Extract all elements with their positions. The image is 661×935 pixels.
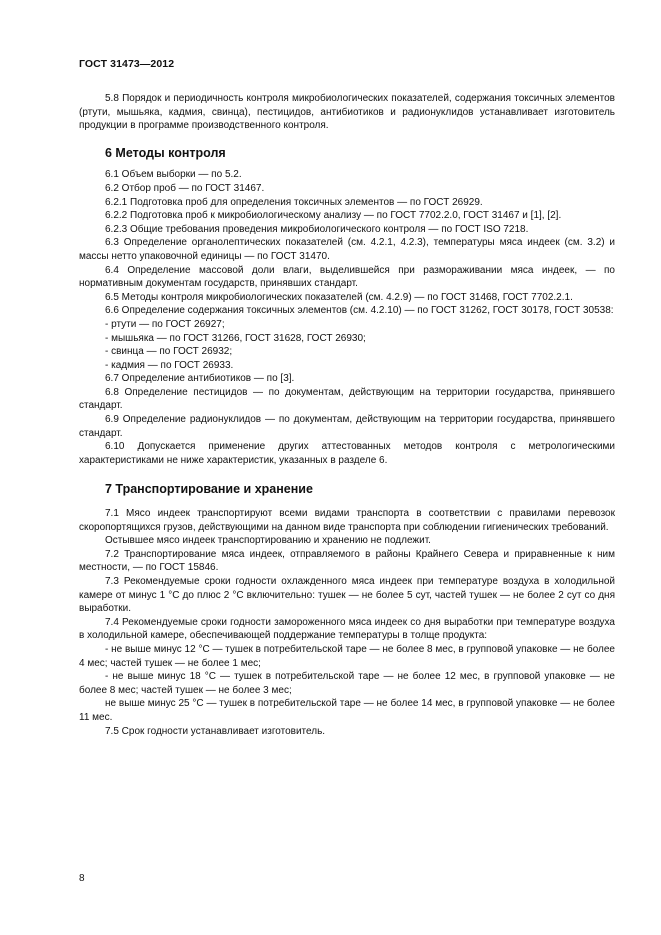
paragraph-7-4: 7.4 Рекомендуемые сроки годности замороженного мяса индеек со дня выработки при температуре воздуха в холодильной камере, обеспечивающей поддержание температуры в толще продукта: [79, 616, 615, 642]
paragraph-6-2: 6.2 Отбор проб — по ГОСТ 31467. [105, 182, 265, 194]
paragraph-6-10: 6.10 Допускается применение других аттестованных методов контроля с метрологическими характеристиками не ниже характеристик, указанных в разделе 6. [79, 441, 615, 466]
list-item-lead: - свинца — по ГОСТ 26932; [105, 346, 233, 358]
paragraph-6-2-1: 6.2.1 Подготовка проб для определения токсичных элементов — по ГОСТ 26929. [105, 196, 483, 208]
section-7-heading: 7 Транспортирование и хранение [105, 482, 313, 497]
page-body [79, 92, 615, 738]
paragraph-6-2-2: 6.2.2 Подготовка проб к микробиологическому анализу — по ГОСТ 7702.2.0, ГОСТ 31467 и [1], [2]. [105, 210, 562, 222]
list-item-cadmium: - кадмия — по ГОСТ 26933. [105, 359, 234, 371]
paragraph-6-2-3: 6.2.3 Общие требования проведения микробиологического контроля — по ГОСТ ISO 7218. [105, 223, 529, 235]
list-item-mercury: - ртути — по ГОСТ 26927; [105, 318, 225, 330]
list-item-minus-12: - не выше минус 12 °С — тушек в потребительской таре — не более 8 мес, в групповой упаковке — не более 4 мес; частей тушек — не более 1 мес; [79, 643, 615, 669]
list-item-minus-25: не выше минус 25 °С — тушек в потребительской таре — не более 14 мес, в групповой упаковке — не более 11 мес. [79, 698, 615, 723]
paragraph-6-3: 6.3 Определение органолептических показателей (см. 4.2.1, 4.2.3), температуры мяса индеек (см. 3.2) и массы нетто упаковочной единицы — по ГОСТ 31470. [79, 237, 615, 262]
paragraph-7-3: 7.3 Рекомендуемые сроки годности охлажденного мяса индеек при температуре воздуха в холодильной камере от минус 1 °С до плюс 2 °С включительно: тушек — не более 5 сут, частей тушек — не более 2 сут со дня выработки. [79, 576, 615, 615]
paragraph-5-8: 5.8 Порядок и периодичность контроля микробиологических показателей, содержания токсичных элементов (ртути, мышьяка, кадмия, свинца), пестицидов, антибиотиков и радионуклидов устанавливает изготовитель продукции в программе производственного контроля. [79, 93, 615, 132]
paragraph-6-1: 6.1 Объем выборки — по 5.2. [105, 169, 242, 181]
paragraph-6-6: 6.6 Определение содержания токсичных элементов (см. 4.2.10) — по ГОСТ 31262, ГОСТ 30178, ГОСТ 30538: [105, 305, 614, 317]
list-item-minus-18: - не выше минус 18 °С — тушек в потребительской таре — не более 12 мес, в групповой упаковке — не более 8 мес; частей тушек — не более 3 мес; [79, 671, 615, 696]
paragraph-7-1: 7.1 Мясо индеек транспортируют всеми видами транспорта в соответствии с правилами перевозок скоропортящихся грузов, действующими на данном виде транспорта при соблюдении гигиенических требований. [79, 508, 615, 533]
paragraph-7-2: 7.2 Транспортирование мяса индеек, отправляемого в районы Крайнего Севера и приравненные к ним местности, — по ГОСТ 15846. [79, 548, 615, 574]
list-item-arsenic: - мышьяка — по ГОСТ 31266, ГОСТ 31628, ГОСТ 26930; [105, 332, 366, 344]
paragraph-6-5: 6.5 Методы контроля микробиологических показателей (см. 4.2.9) — по ГОСТ 31468, ГОСТ 7702.2.1. [105, 291, 573, 303]
paragraph-7-5: 7.5 Срок годности устанавливает изготовитель. [105, 725, 326, 737]
paragraph-6-9: 6.9 Определение радионуклидов — по документам, действующим на территории государства, принявшего стандарт. [79, 414, 615, 439]
paragraph-6-8: 6.8 Определение пестицидов — по документам, действующим на территории государства, принявшего стандарт. [79, 386, 615, 412]
page-number: 8 [79, 873, 85, 884]
section-6-heading: 6 Методы контроля [105, 145, 226, 160]
paragraph-6-7: 6.7 Определение антибиотиков — по [3]. [105, 373, 295, 385]
paragraph-7-1-note: Остывшее мясо индеек транспортированию и хранению не подлежит. [105, 535, 431, 547]
paragraph-6-4: 6.4 Определение массовой доли влаги, выделившейся при размораживании мяса индеек, — по нормативным документам государств, принявших стандарт. [79, 264, 615, 290]
document-code: ГОСТ 31473—2012 [79, 58, 175, 70]
